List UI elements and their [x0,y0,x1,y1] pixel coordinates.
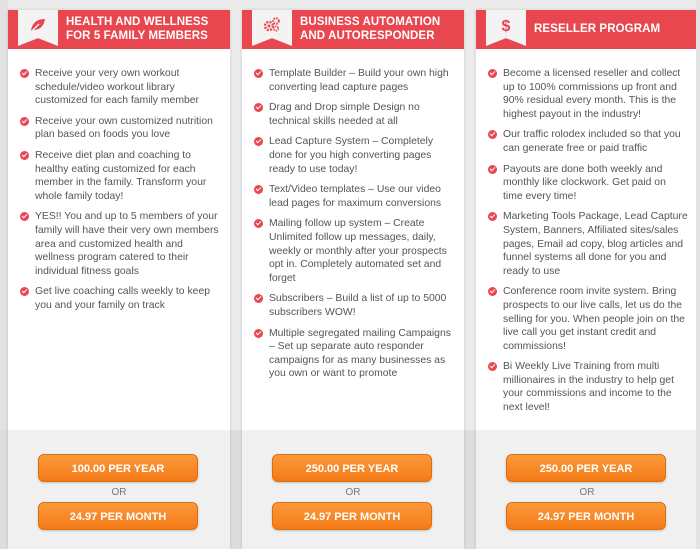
plan-icon-ribbon [252,10,292,46]
check-icon [488,287,497,296]
check-icon [20,151,29,160]
feature-list [254,67,454,388]
feature-item: Bi Weekly Live Training from multi millionaires in the industry to help get your commissions and income to the next level! [488,360,688,414]
feature-item: Get live coaching calls weekly to keep you and your family on track [20,285,220,312]
check-icon [488,130,497,139]
check-icon [254,137,263,146]
plan-title: RESELLER PROGRAM [534,23,661,35]
check-icon [488,69,497,78]
check-icon [488,362,497,371]
buy-monthly-button[interactable]: 24.97 PER MONTH [272,502,432,530]
feature-item: YES!! You and up to 5 members of your family will have their very own members area and customized health and wellness program catered to their individual fitness goals [20,210,220,278]
check-icon [20,212,29,221]
feature-item: Receive diet plan and coaching to healthy eating customized for each member in the family. Transform your whole family today! [20,149,220,203]
plan-icon-ribbon [486,10,526,46]
check-icon [488,165,497,174]
plan-icon-ribbon [18,10,58,46]
buy-monthly-button[interactable]: 24.97 PER MONTH [506,502,666,530]
feature-item: Receive your very own workout schedule/video workout library customized for each family member [20,67,220,108]
feature-item: Conference room invite system. Bring prospects to our live calls, let us do the selling for you. When people join on the live call you get instant credit and commissions! [488,285,688,353]
page-edge-right [696,0,700,549]
feature-item: Our traffic rolodex included so that you can generate free or paid traffic [488,128,688,155]
plan-header [476,10,698,49]
leaf-icon [29,17,47,33]
or-separator: OR [579,487,595,498]
plan-title: HEALTH AND WELLNESS FOR 5 FAMILY MEMBERS [66,16,209,42]
check-icon [254,69,263,78]
feature-item: Template Builder – Build your own high converting lead capture pages [254,67,454,94]
feature-item: Payouts are done both weekly and monthly like clockwork. Get paid on time every time! [488,163,688,204]
feature-item: Receive your own customized nutrition plan based on foods you love [20,115,220,142]
plan-header [242,10,464,49]
feature-item: Drag and Drop simple Design no technical skills needed at all [254,101,454,128]
check-icon [20,117,29,126]
check-icon [254,294,263,303]
buy-yearly-button[interactable]: 250.00 PER YEAR [272,454,432,482]
check-icon [488,212,497,221]
check-icon [20,287,29,296]
check-icon [254,185,263,194]
check-icon [254,219,263,228]
dollar-icon [497,17,515,33]
feature-item: Multiple segregated mailing Campaigns – Set up separate auto responder campaigns for as many businesses as you own or want to promote [254,327,454,381]
feature-item: Text/Video templates – Use our video lead pages for maximum conversions [254,183,454,210]
feature-list [488,67,688,422]
feature-item: Mailing follow up system – Create Unlimited follow up messages, daily, weekly or monthly after your prospects opt in. Completely automated set and forget [254,217,454,285]
feature-item: Subscribers – Build a list of up to 5000 subscribers WOW! [254,292,454,319]
check-icon [20,69,29,78]
gears-icon [263,17,281,33]
svg-text:$: $ [501,18,511,33]
feature-list [20,67,220,320]
buy-yearly-button[interactable]: 250.00 PER YEAR [506,454,666,482]
plan-header [8,10,230,49]
buy-yearly-button[interactable]: 100.00 PER YEAR [38,454,198,482]
plan-title: BUSINESS AUTOMATION AND AUTORESPONDER [300,16,441,42]
or-separator: OR [345,487,361,498]
feature-item: Become a licensed reseller and collect up to 100% commissions up front and 90% residual every month. This is the highest payout in the industry! [488,67,688,121]
or-separator: OR [111,487,127,498]
check-icon [254,103,263,112]
feature-item: Lead Capture System – Completely done for you high converting pages ready to use today! [254,135,454,176]
check-icon [254,329,263,338]
buy-monthly-button[interactable]: 24.97 PER MONTH [38,502,198,530]
feature-item: Marketing Tools Package, Lead Capture System, Banners, Affiliated sites/sales pages, Email ad copy, blog articles and funnel systems all done for you and ready to use [488,210,688,278]
